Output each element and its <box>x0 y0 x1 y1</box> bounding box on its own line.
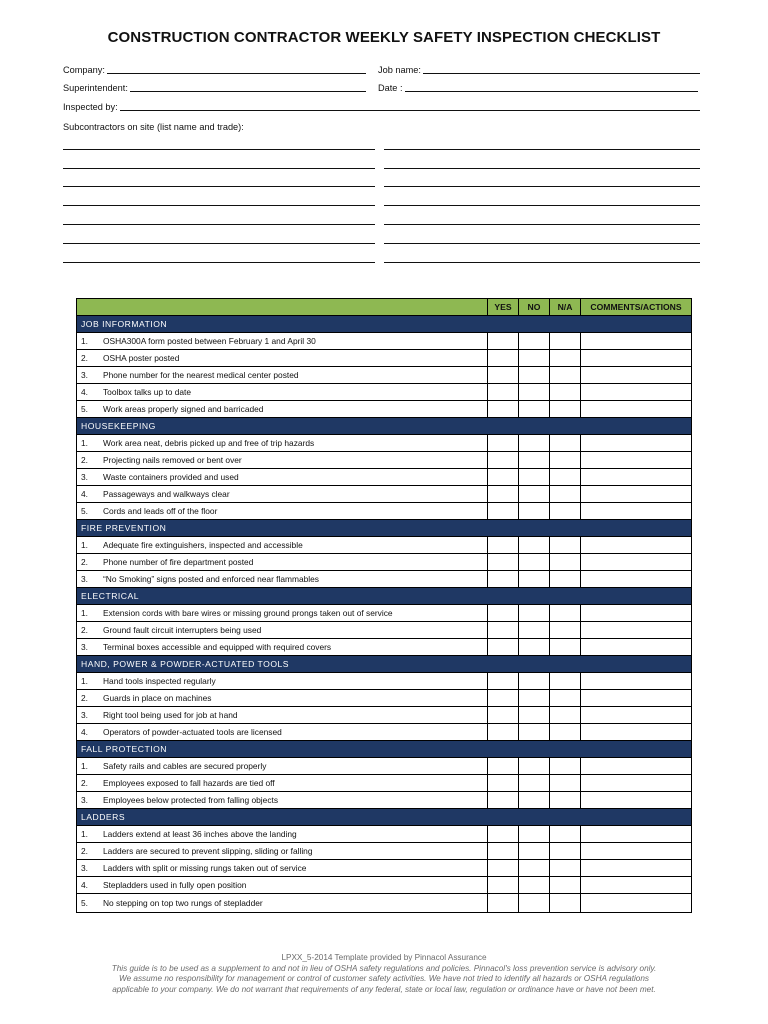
subcontractor-line[interactable] <box>384 149 700 150</box>
yes-cell[interactable] <box>488 690 519 707</box>
yes-cell[interactable] <box>488 707 519 724</box>
comments-cell[interactable] <box>581 554 692 571</box>
yes-cell[interactable] <box>488 792 519 809</box>
item-text: Right tool being used for job at hand <box>103 710 238 720</box>
comments-cell[interactable] <box>581 877 692 894</box>
na-cell[interactable] <box>550 826 581 843</box>
checklist-row <box>77 605 692 622</box>
subcontractor-line[interactable] <box>63 168 375 169</box>
item-text: Work areas properly signed and barricaded <box>103 404 264 414</box>
item-number: 3. <box>81 642 88 652</box>
no-cell[interactable] <box>519 758 550 775</box>
checklist-row <box>77 486 692 503</box>
item-number: 1. <box>81 540 88 550</box>
no-cell[interactable] <box>519 435 550 452</box>
item-text: Cords and leads off of the floor <box>103 506 218 516</box>
checklist-item <box>77 673 488 690</box>
item-text: Terminal boxes accessible and equipped with required covers <box>103 642 332 652</box>
superintendent-line <box>130 84 366 92</box>
yes-cell[interactable] <box>488 452 519 469</box>
item-number: 1. <box>81 608 88 618</box>
section-header-row <box>77 809 692 826</box>
checklist-item <box>77 690 488 707</box>
yes-cell[interactable] <box>488 775 519 792</box>
item-number: 5. <box>81 506 88 516</box>
yes-cell[interactable] <box>488 333 519 350</box>
subcontractor-line[interactable] <box>384 205 700 206</box>
section-header-row <box>77 588 692 605</box>
yes-cell[interactable] <box>488 401 519 418</box>
item-number: 1. <box>81 829 88 839</box>
checklist-row <box>77 843 692 860</box>
item-text: OSHA poster posted <box>103 353 180 363</box>
comments-cell[interactable] <box>581 707 692 724</box>
na-cell[interactable] <box>550 724 581 741</box>
comments-cell[interactable] <box>581 452 692 469</box>
job-name-label: Job name: <box>378 65 421 75</box>
na-cell[interactable] <box>550 333 581 350</box>
na-cell[interactable] <box>550 350 581 367</box>
checklist-item <box>77 571 488 588</box>
yes-cell[interactable] <box>488 571 519 588</box>
no-cell[interactable] <box>519 639 550 656</box>
checklist-item <box>77 860 488 877</box>
checklist-row <box>77 792 692 809</box>
no-cell[interactable] <box>519 571 550 588</box>
item-text: Projecting nails removed or bent over <box>103 455 242 465</box>
na-cell[interactable] <box>550 367 581 384</box>
page-title: CONSTRUCTION CONTRACTOR WEEKLY SAFETY INSPECTION CHECKLIST <box>107 29 661 46</box>
no-cell[interactable] <box>519 877 550 894</box>
footer-disclaimer-2: We assume no responsibility for management or control of customer safety activities. We have not tried to identify all hazards or OSHA regulations <box>118 974 649 983</box>
na-cell[interactable] <box>550 384 581 401</box>
comments-cell[interactable] <box>581 486 692 503</box>
item-number: 1. <box>81 336 88 346</box>
section-title: HAND, POWER & POWDER-ACTUATED TOOLS <box>77 656 692 673</box>
item-number: 3. <box>81 574 88 584</box>
checklist-item <box>77 894 488 913</box>
comments-cell[interactable] <box>581 860 692 877</box>
na-cell[interactable] <box>550 894 581 913</box>
checklist-row <box>77 350 692 367</box>
na-cell[interactable] <box>550 690 581 707</box>
header-comments: COMMENTS/ACTIONS <box>581 299 692 316</box>
yes-cell[interactable] <box>488 622 519 639</box>
no-cell[interactable] <box>519 486 550 503</box>
header-na: N/A <box>550 299 581 316</box>
checklist-row <box>77 894 692 913</box>
comments-cell[interactable] <box>581 673 692 690</box>
item-number: 1. <box>81 676 88 686</box>
subcontractor-line[interactable] <box>63 224 375 225</box>
comments-cell[interactable] <box>581 792 692 809</box>
item-number: 1. <box>81 761 88 771</box>
item-text: “No Smoking” signs posted and enforced near flammables <box>103 574 319 584</box>
yes-cell[interactable] <box>488 877 519 894</box>
item-number: 4. <box>81 489 88 499</box>
item-text: Guards in place on machines <box>103 693 212 703</box>
comments-cell[interactable] <box>581 571 692 588</box>
no-cell[interactable] <box>519 367 550 384</box>
checklist-item <box>77 724 488 741</box>
item-number: 4. <box>81 727 88 737</box>
checklist-item <box>77 775 488 792</box>
section-title: FALL PROTECTION <box>77 741 692 758</box>
na-cell[interactable] <box>550 435 581 452</box>
checklist-row <box>77 860 692 877</box>
na-cell[interactable] <box>550 554 581 571</box>
item-number: 2. <box>81 455 88 465</box>
na-cell[interactable] <box>550 469 581 486</box>
comments-cell[interactable] <box>581 690 692 707</box>
checklist-item <box>77 792 488 809</box>
item-number: 5. <box>81 404 88 414</box>
na-cell[interactable] <box>550 571 581 588</box>
yes-cell[interactable] <box>488 724 519 741</box>
section-title: LADDERS <box>77 809 692 826</box>
subcontractor-line[interactable] <box>63 186 375 187</box>
yes-cell[interactable] <box>488 350 519 367</box>
header-blank <box>77 299 488 316</box>
na-cell[interactable] <box>550 843 581 860</box>
na-cell[interactable] <box>550 622 581 639</box>
no-cell[interactable] <box>519 894 550 913</box>
checklist-item <box>77 537 488 554</box>
yes-cell[interactable] <box>488 537 519 554</box>
subcontractor-line[interactable] <box>63 243 375 244</box>
section-header-row <box>77 741 692 758</box>
subcontractor-line[interactable] <box>63 205 375 206</box>
company-line <box>107 66 366 74</box>
checklist-row <box>77 537 692 554</box>
section-title: JOB INFORMATION <box>77 316 692 333</box>
checklist-item <box>77 486 488 503</box>
item-text: Ladders extend at least 36 inches above the landing <box>103 829 297 839</box>
comments-cell[interactable] <box>581 894 692 913</box>
item-number: 4. <box>81 387 88 397</box>
subcontractor-line[interactable] <box>384 186 700 187</box>
checklist-row <box>77 435 692 452</box>
inspected-by-field[interactable] <box>63 102 700 112</box>
yes-cell[interactable] <box>488 503 519 520</box>
date-label: Date : <box>378 83 403 93</box>
comments-cell[interactable] <box>581 350 692 367</box>
yes-cell[interactable] <box>488 435 519 452</box>
section-header-row <box>77 418 692 435</box>
no-cell[interactable] <box>519 673 550 690</box>
comments-cell[interactable] <box>581 758 692 775</box>
na-cell[interactable] <box>550 673 581 690</box>
checklist-item <box>77 554 488 571</box>
item-text: Operators of powder-actuated tools are licensed <box>103 727 282 737</box>
item-text: Stepladders used in fully open position <box>103 880 247 890</box>
checklist-item <box>77 877 488 894</box>
section-title: HOUSEKEEPING <box>77 418 692 435</box>
checklist-item <box>77 707 488 724</box>
comments-cell[interactable] <box>581 435 692 452</box>
no-cell[interactable] <box>519 452 550 469</box>
comments-cell[interactable] <box>581 401 692 418</box>
item-text: Ladders are secured to prevent slipping, sliding or falling <box>103 846 313 856</box>
checklist-row <box>77 775 692 792</box>
table-header-row <box>77 299 692 316</box>
checklist-item <box>77 333 488 350</box>
subcontractors-label: Subcontractors on site (list name and trade): <box>63 122 244 132</box>
header-yes: YES <box>488 299 519 316</box>
checklist-row <box>77 877 692 894</box>
item-number: 3. <box>81 863 88 873</box>
checklist-item <box>77 435 488 452</box>
comments-cell[interactable] <box>581 503 692 520</box>
no-cell[interactable] <box>519 401 550 418</box>
checklist-item <box>77 452 488 469</box>
item-text: Adequate fire extinguishers, inspected and accessible <box>103 540 303 550</box>
item-text: No stepping on top two rungs of stepladder <box>103 898 263 908</box>
no-cell[interactable] <box>519 503 550 520</box>
subcontractor-line[interactable] <box>63 149 375 150</box>
inspected-by-line <box>120 103 700 111</box>
item-text: Safety rails and cables are secured properly <box>103 761 267 771</box>
checklist-row <box>77 622 692 639</box>
yes-cell[interactable] <box>488 486 519 503</box>
subcontractor-line[interactable] <box>384 262 700 263</box>
item-number: 3. <box>81 472 88 482</box>
yes-cell[interactable] <box>488 843 519 860</box>
item-number: 3. <box>81 370 88 380</box>
no-cell[interactable] <box>519 537 550 554</box>
section-header-row <box>77 656 692 673</box>
item-number: 2. <box>81 625 88 635</box>
job-name-field[interactable] <box>378 65 700 75</box>
comments-cell[interactable] <box>581 469 692 486</box>
checklist-row <box>77 384 692 401</box>
yes-cell[interactable] <box>488 673 519 690</box>
na-cell[interactable] <box>550 792 581 809</box>
checklist-row <box>77 401 692 418</box>
item-text: Ground fault circuit interrupters being used <box>103 625 262 635</box>
comments-cell[interactable] <box>581 605 692 622</box>
job-name-line <box>423 66 700 74</box>
header-no: NO <box>519 299 550 316</box>
na-cell[interactable] <box>550 758 581 775</box>
no-cell[interactable] <box>519 605 550 622</box>
footer-disclaimer-1: This guide is to be used as a supplement to and not in lieu of OSHA safety regulations and policies. Pinnacol's loss prevention service is advisory only. <box>111 963 657 973</box>
footer-template-line: LPXX_5-2014 Template provided by Pinnacol Assurance <box>281 953 487 962</box>
item-text: Work area neat, debris picked up and free of trip hazards <box>103 438 315 448</box>
checklist-item <box>77 826 488 843</box>
checklist-row <box>77 452 692 469</box>
no-cell[interactable] <box>519 775 550 792</box>
checklist-item <box>77 622 488 639</box>
company-label: Company: <box>63 65 105 75</box>
no-cell[interactable] <box>519 724 550 741</box>
item-number: 5. <box>81 898 88 908</box>
comments-cell[interactable] <box>581 826 692 843</box>
item-number: 2. <box>81 778 88 788</box>
comments-cell[interactable] <box>581 537 692 554</box>
yes-cell[interactable] <box>488 826 519 843</box>
footer <box>0 953 768 995</box>
item-text: Ladders with split or missing rungs taken out of service <box>103 863 307 873</box>
checklist-row <box>77 724 692 741</box>
subcontractor-line[interactable] <box>63 262 375 263</box>
item-text: Hand tools inspected regularly <box>103 676 216 686</box>
checklist-row <box>77 367 692 384</box>
na-cell[interactable] <box>550 486 581 503</box>
checklist-row <box>77 503 692 520</box>
checklist-item <box>77 639 488 656</box>
item-number: 3. <box>81 710 88 720</box>
date-line <box>405 84 698 92</box>
checklist-row <box>77 690 692 707</box>
superintendent-field[interactable] <box>63 83 366 93</box>
no-cell[interactable] <box>519 826 550 843</box>
no-cell[interactable] <box>519 707 550 724</box>
checklist-item <box>77 350 488 367</box>
comments-cell[interactable] <box>581 622 692 639</box>
checklist-row <box>77 469 692 486</box>
item-text: Waste containers provided and used <box>103 472 239 482</box>
yes-cell[interactable] <box>488 758 519 775</box>
item-text: Employees below protected from falling objects <box>103 795 279 805</box>
subcontractor-line[interactable] <box>384 224 700 225</box>
yes-cell[interactable] <box>488 605 519 622</box>
yes-cell[interactable] <box>488 894 519 913</box>
subcontractor-line[interactable] <box>384 168 700 169</box>
no-cell[interactable] <box>519 690 550 707</box>
checklist-row <box>77 758 692 775</box>
item-number: 2. <box>81 557 88 567</box>
date-field[interactable] <box>378 83 698 93</box>
yes-cell[interactable] <box>488 639 519 656</box>
item-number: 1. <box>81 438 88 448</box>
checklist-row <box>77 826 692 843</box>
item-text: Employees exposed to fall hazards are tied off <box>103 778 275 788</box>
no-cell[interactable] <box>519 554 550 571</box>
comments-cell[interactable] <box>581 333 692 350</box>
checklist-row <box>77 554 692 571</box>
table-body <box>77 316 692 913</box>
checklist-item <box>77 367 488 384</box>
item-number: 3. <box>81 795 88 805</box>
na-cell[interactable] <box>550 537 581 554</box>
checklist-item <box>77 758 488 775</box>
item-text: Toolbox talks up to date <box>103 387 191 397</box>
checklist-row <box>77 333 692 350</box>
item-text: Passageways and walkways clear <box>103 489 230 499</box>
comments-cell[interactable] <box>581 843 692 860</box>
na-cell[interactable] <box>550 707 581 724</box>
checklist-row <box>77 639 692 656</box>
item-text: Phone number of fire department posted <box>103 557 254 567</box>
section-header-row <box>77 520 692 537</box>
comments-cell[interactable] <box>581 775 692 792</box>
no-cell[interactable] <box>519 860 550 877</box>
comments-cell[interactable] <box>581 724 692 741</box>
item-text: OSHA300A form posted between February 1 and April 30 <box>103 336 316 346</box>
item-text: Extension cords with bare wires or missing ground prongs taken out of service <box>103 608 393 618</box>
checklist-item <box>77 469 488 486</box>
checklist-row <box>77 673 692 690</box>
na-cell[interactable] <box>550 860 581 877</box>
checklist-item <box>77 605 488 622</box>
checklist-row <box>77 571 692 588</box>
checklist-item <box>77 843 488 860</box>
inspected-by-label: Inspected by: <box>63 102 118 112</box>
yes-cell[interactable] <box>488 384 519 401</box>
footer-disclaimer-3: applicable to your company. We do not warrant that requirements of any federal, state or local law, regulation or ordinance have or have not been met. <box>112 984 656 994</box>
no-cell[interactable] <box>519 622 550 639</box>
comments-cell[interactable] <box>581 639 692 656</box>
subcontractor-line[interactable] <box>384 243 700 244</box>
section-header-row <box>77 316 692 333</box>
item-number: 2. <box>81 846 88 856</box>
no-cell[interactable] <box>519 350 550 367</box>
comments-cell[interactable] <box>581 367 692 384</box>
checklist-item <box>77 384 488 401</box>
na-cell[interactable] <box>550 639 581 656</box>
yes-cell[interactable] <box>488 367 519 384</box>
na-cell[interactable] <box>550 452 581 469</box>
no-cell[interactable] <box>519 333 550 350</box>
no-cell[interactable] <box>519 792 550 809</box>
na-cell[interactable] <box>550 401 581 418</box>
na-cell[interactable] <box>550 605 581 622</box>
checklist-item <box>77 503 488 520</box>
item-number: 4. <box>81 880 88 890</box>
comments-cell[interactable] <box>581 384 692 401</box>
na-cell[interactable] <box>550 877 581 894</box>
no-cell[interactable] <box>519 843 550 860</box>
section-title: FIRE PREVENTION <box>77 520 692 537</box>
yes-cell[interactable] <box>488 860 519 877</box>
item-text: Phone number for the nearest medical center posted <box>103 370 299 380</box>
item-number: 2. <box>81 693 88 703</box>
yes-cell[interactable] <box>488 554 519 571</box>
section-title: ELECTRICAL <box>77 588 692 605</box>
na-cell[interactable] <box>550 775 581 792</box>
yes-cell[interactable] <box>488 469 519 486</box>
checklist-item <box>77 401 488 418</box>
no-cell[interactable] <box>519 384 550 401</box>
checklist-table <box>76 298 692 913</box>
superintendent-label: Superintendent: <box>63 83 128 93</box>
na-cell[interactable] <box>550 503 581 520</box>
no-cell[interactable] <box>519 469 550 486</box>
item-number: 2. <box>81 353 88 363</box>
checklist-row <box>77 707 692 724</box>
company-field[interactable] <box>63 65 366 75</box>
